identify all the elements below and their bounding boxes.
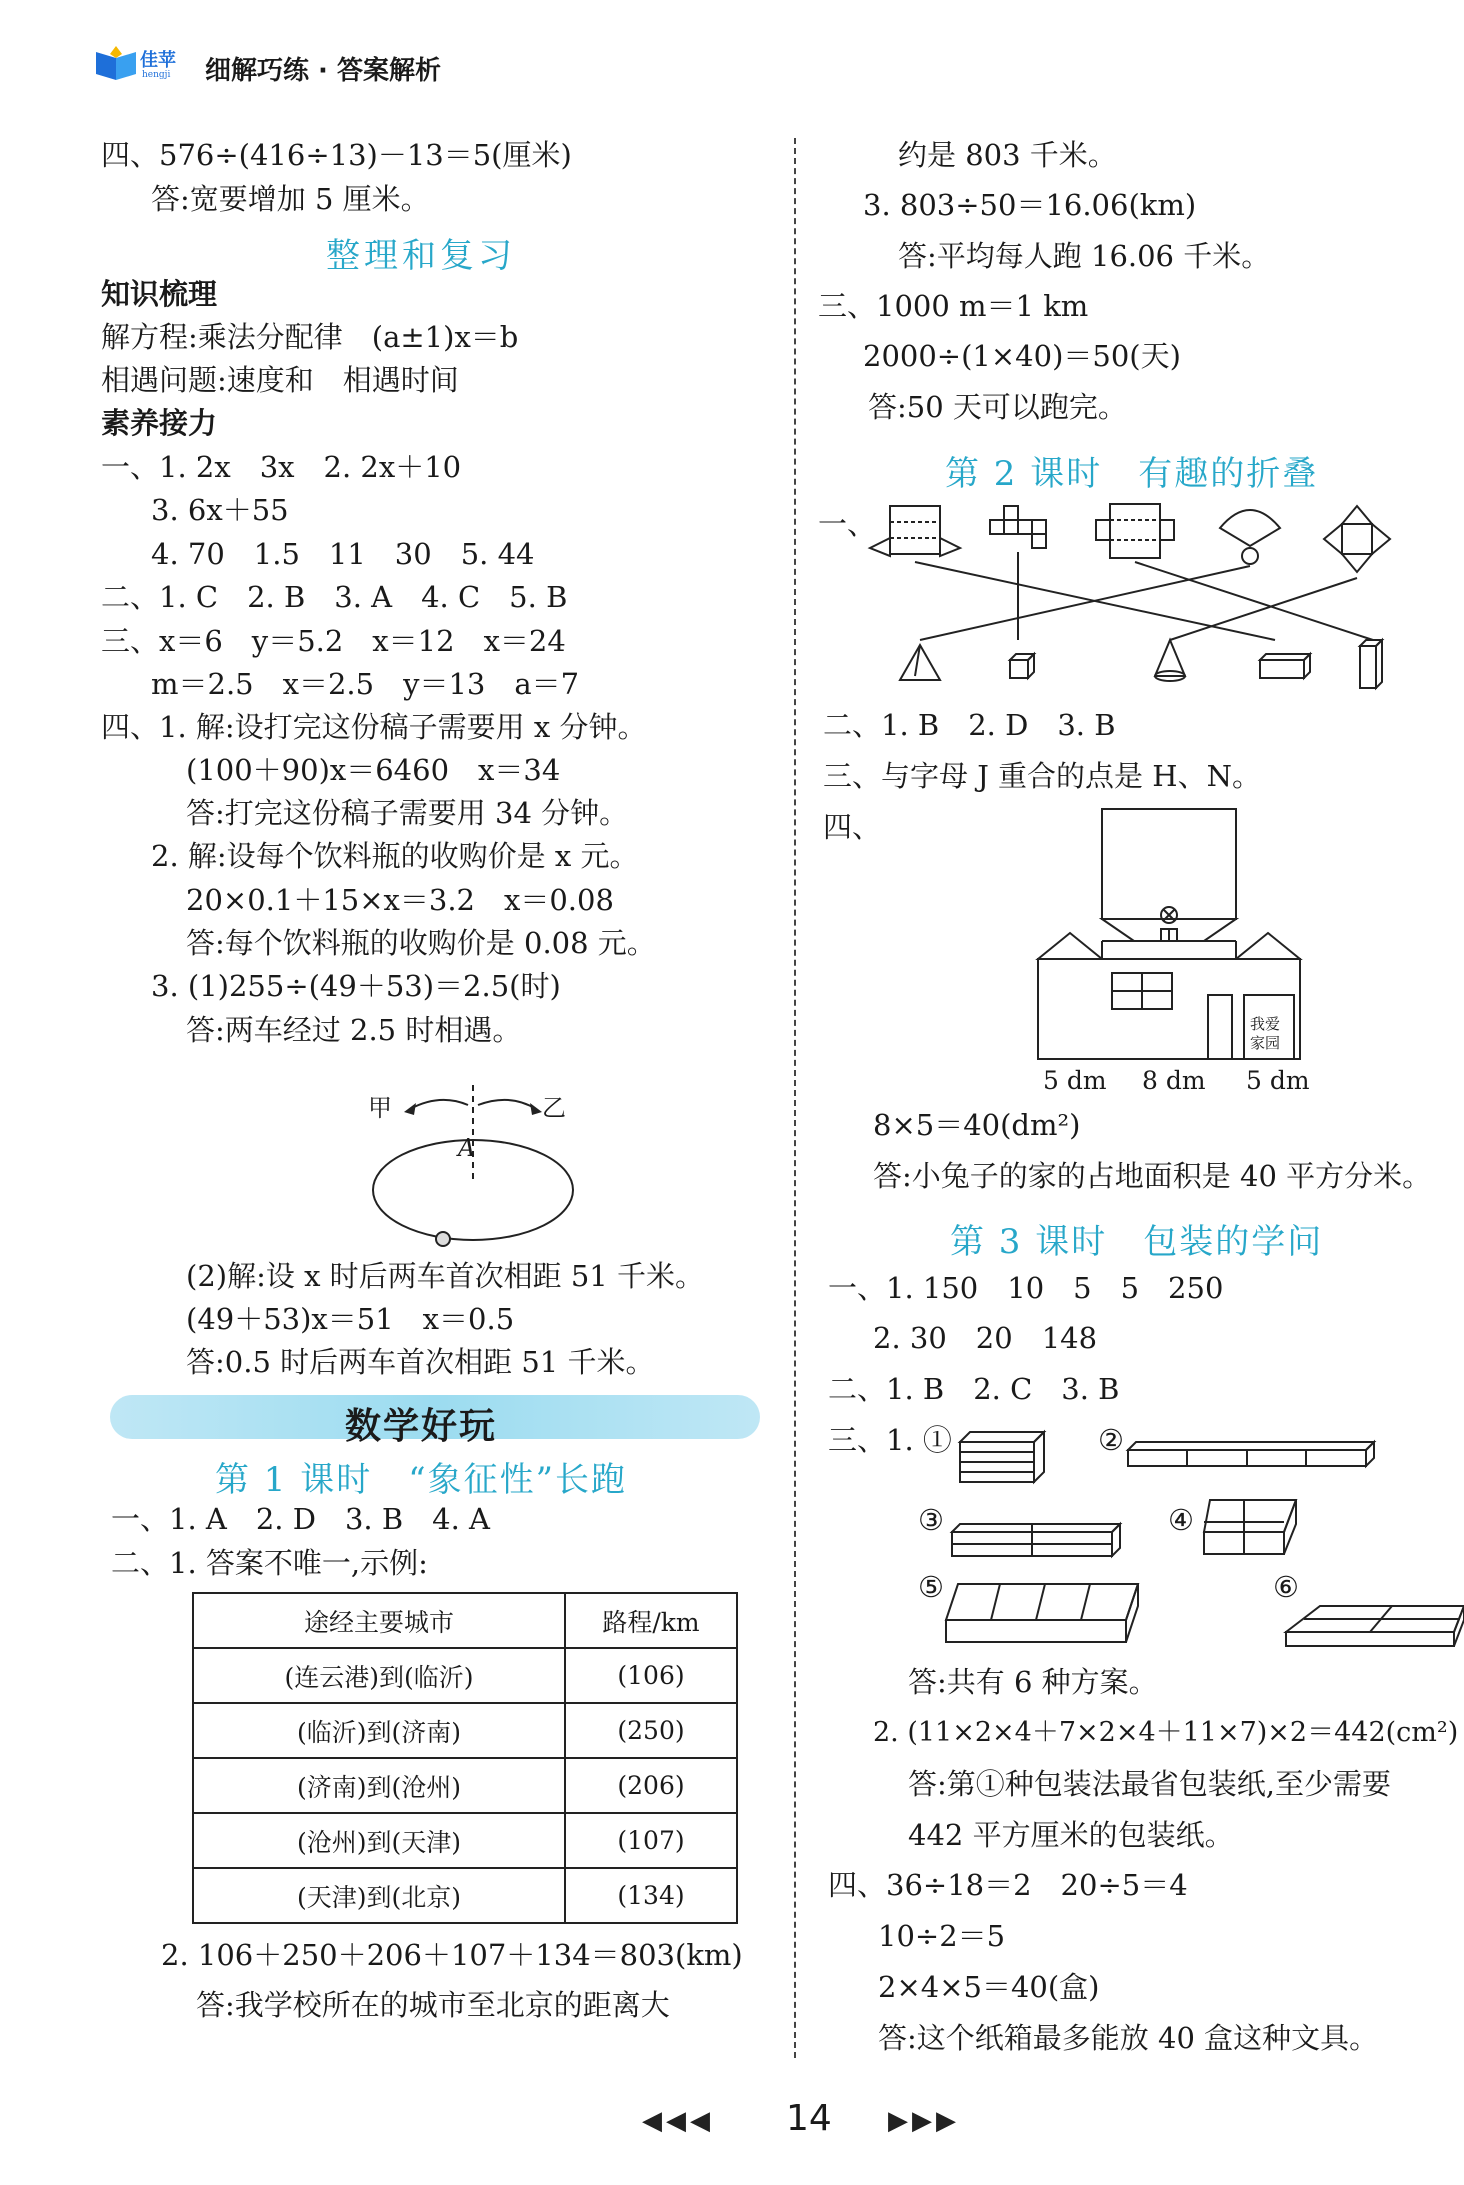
answer-q4f: 答:每个饮料瓶的收购价是 0.08 元。 <box>186 926 656 960</box>
answer-q4g: 3. (1)255÷(49＋53)＝2.5(时) <box>151 969 561 1003</box>
lesson-3-title: 第 3 课时 包装的学问 <box>950 1222 1324 1262</box>
right-line-10: 答:小兔子的家的占地面积是 40 平方分米。 <box>873 1159 1432 1193</box>
answer-q4j: (49＋53)x＝51 x＝0.5 <box>186 1302 515 1336</box>
knowledge-heading: 知识梳理 <box>101 277 218 311</box>
fold-question-label: 一、 <box>818 507 877 541</box>
next-arrows: ▶▶▶ <box>888 2106 960 2136</box>
right-line-13: 二、1. B 2. C 3. B <box>828 1372 1120 1406</box>
option-4-label: ④ <box>1168 1503 1194 1537</box>
house-sign: 我爱家园 <box>1250 1015 1281 1052</box>
table-header-distance: 路程/km <box>565 1593 737 1648</box>
table-header-city: 途经主要城市 <box>193 1593 565 1648</box>
option-2-label: ② <box>1098 1423 1124 1457</box>
label-a: A <box>458 1134 476 1162</box>
packaging-options-diagram <box>940 1420 1464 1660</box>
right-line-5: 2000÷(1×40)＝50(天) <box>863 339 1181 373</box>
table-cell: (连云港)到(临沂) <box>193 1648 565 1703</box>
table-row <box>193 1758 737 1813</box>
answer-q4d: 2. 解:设每个饮料瓶的收购价是 x 元。 <box>151 839 639 873</box>
right-line-3: 答:平均每人跑 16.06 千米。 <box>898 239 1271 273</box>
table-row <box>193 1648 737 1703</box>
dim-left: 5 dm <box>1043 1066 1107 1095</box>
right-line-9: 8×5＝40(dm²) <box>873 1108 1081 1142</box>
answer-q1c: 4. 70 1.5 11 30 5. 44 <box>151 537 535 571</box>
right-line-4: 三、1000 m＝1 km <box>818 289 1089 323</box>
table-cell: (206) <box>565 1758 737 1813</box>
answer-q2: 二、1. C 2. B 3. A 4. C 5. B <box>101 580 568 614</box>
right-line-19: 四、36÷18＝2 20÷5＝4 <box>828 1868 1188 1902</box>
label-yi: 乙 <box>542 1094 566 1122</box>
dim-right: 5 dm <box>1246 1066 1310 1095</box>
answer-q3b: m＝2.5 x＝2.5 y＝13 a＝7 <box>151 667 580 701</box>
table-row <box>193 1868 737 1923</box>
answer-q1b: 3. 6x＋55 <box>151 493 289 527</box>
right-line-2: 3. 803÷50＝16.06(km) <box>863 188 1197 222</box>
lesson1-q4: 答:我学校所在的城市至北京的距离大 <box>196 1988 670 2022</box>
lesson-1-title: 第 1 课时 “象征性”长跑 <box>215 1460 628 1500</box>
lesson1-q2: 二、1. 答案不唯一,示例: <box>111 1546 428 1580</box>
page-number: 14 <box>786 2098 832 2139</box>
knowledge-2: 相遇问题:速度和 相遇时间 <box>101 363 459 397</box>
fun-banner-title: 数学好玩 <box>345 1406 498 1447</box>
table-cell: (天津)到(北京) <box>193 1868 565 1923</box>
lesson1-q1: 一、1. A 2. D 3. B 4. A <box>111 1502 490 1536</box>
lesson1-q3: 2. 106＋250＋206＋107＋134＝803(km) <box>161 1938 743 1972</box>
left-line-2: 答:宽要增加 5 厘米。 <box>151 182 430 216</box>
table-cell: (107) <box>565 1813 737 1868</box>
brand-sub: hengji <box>142 70 171 80</box>
answer-q1a: 一、1. 2x 3x 2. 2x＋10 <box>101 450 462 484</box>
right-line-20: 10÷2＝5 <box>878 1919 1006 1953</box>
right-line-12: 2. 30 20 148 <box>873 1321 1098 1355</box>
answer-q4a: 四、1. 解:设打完这份稿子需要用 x 分钟。 <box>101 710 647 744</box>
book-logo-icon <box>94 44 138 82</box>
dim-middle: 8 dm <box>1142 1066 1206 1095</box>
option-5-label: ⑤ <box>918 1570 944 1604</box>
right-line-18: 442 平方厘米的包装纸。 <box>908 1818 1234 1852</box>
relay-heading: 素养接力 <box>101 406 218 440</box>
table-cell: (250) <box>565 1703 737 1758</box>
section-title-review: 整理和复习 <box>326 236 516 276</box>
right-line-14: 三、1. ① <box>828 1423 952 1457</box>
table-cell: (106) <box>565 1648 737 1703</box>
knowledge-1: 解方程:乘法分配律 (a±1)x＝b <box>101 320 519 354</box>
right-line-17: 答:第①种包装法最省包装纸,至少需要 <box>908 1767 1391 1801</box>
table-cell: (临沂)到(济南) <box>193 1703 565 1758</box>
table-cell: (济南)到(沧州) <box>193 1758 565 1813</box>
answer-q4h: 答:两车经过 2.5 时相遇。 <box>186 1013 522 1047</box>
answer-q3a: 三、x＝6 y＝5.2 x＝12 x＝24 <box>101 624 566 658</box>
answer-q4k: 答:0.5 时后两车首次相距 51 千米。 <box>186 1345 655 1379</box>
answer-q4i: (2)解:设 x 时后两车首次相距 51 千米。 <box>186 1259 704 1293</box>
table-row <box>193 1813 737 1868</box>
option-3-label: ③ <box>918 1503 944 1537</box>
brand-name: 佳苹 <box>140 50 176 71</box>
folding-nets-diagram <box>860 500 1400 700</box>
right-line-8: 三、与字母 J 重合的点是 H、N。 <box>823 759 1261 793</box>
option-6-label: ⑥ <box>1273 1570 1299 1604</box>
house-question-label: 四、 <box>823 810 882 844</box>
right-line-6: 答:50 天可以跑完。 <box>868 390 1127 424</box>
label-jia: 甲 <box>368 1094 392 1122</box>
table-header-row <box>193 1593 737 1648</box>
right-line-15: 答:共有 6 种方案。 <box>908 1665 1158 1699</box>
table-cell: (沧州)到(天津) <box>193 1813 565 1868</box>
route-table <box>192 1592 738 1924</box>
right-line-11: 一、1. 150 10 5 5 250 <box>828 1271 1224 1305</box>
column-divider <box>794 138 796 2058</box>
header-title: 细解巧练 · 答案解析 <box>205 56 441 86</box>
right-line-16: 2. (11×2×4＋7×2×4＋11×7)×2＝442(cm²) <box>873 1717 1459 1748</box>
prev-arrows: ◀◀◀ <box>642 2106 714 2136</box>
answer-q4e: 20×0.1＋15×x＝3.2 x＝0.08 <box>186 883 614 917</box>
table-row <box>193 1703 737 1758</box>
answer-q4b: (100＋90)x＝6460 x＝34 <box>186 753 561 787</box>
right-line-21: 2×4×5＝40(盒) <box>878 1970 1100 2004</box>
right-line-22: 答:这个纸箱最多能放 40 盒这种文具。 <box>878 2021 1379 2055</box>
answer-q4c: 答:打完这份稿子需要用 34 分钟。 <box>186 796 629 830</box>
left-line-1: 四、576÷(416÷13)－13＝5(厘米) <box>101 138 572 172</box>
lesson-2-title: 第 2 课时 有趣的折叠 <box>945 454 1319 494</box>
table-cell: (134) <box>565 1868 737 1923</box>
right-line-1: 约是 803 千米。 <box>898 138 1117 172</box>
right-line-7: 二、1. B 2. D 3. B <box>823 708 1116 742</box>
